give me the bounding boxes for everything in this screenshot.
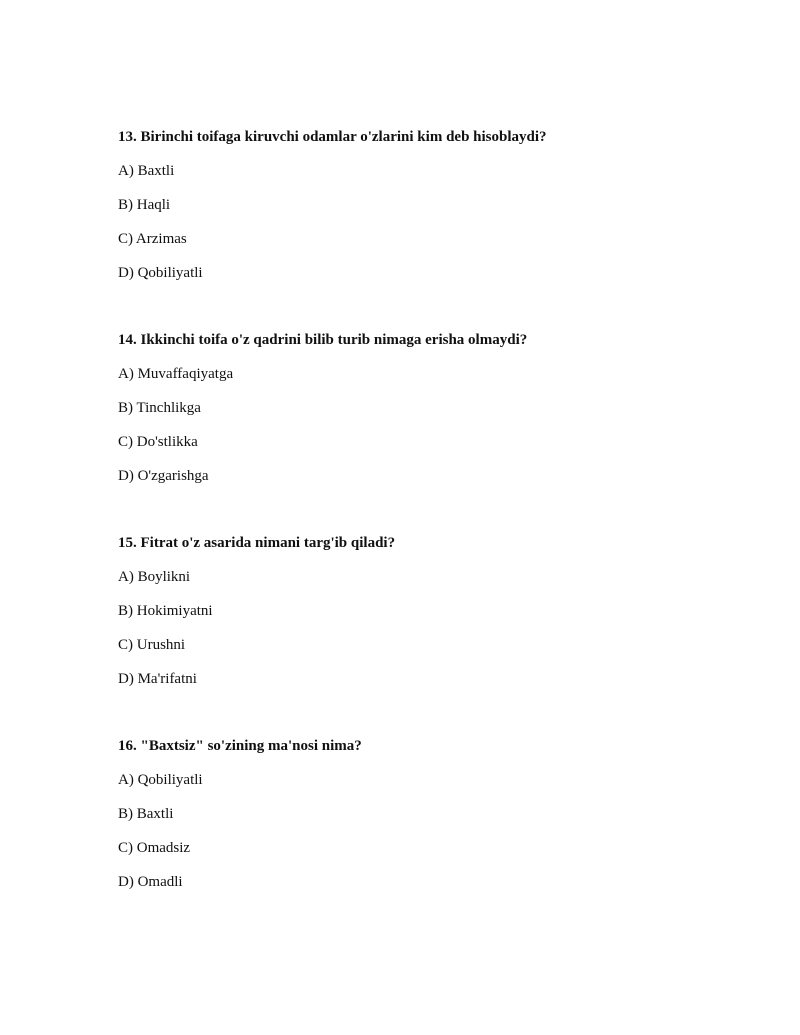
option-c: C) Omadsiz <box>118 840 191 856</box>
option-c: C) Arzimas <box>118 231 187 247</box>
question-title: 13. Birinchi toifaga kiruvchi odamlar o'zlarini kim deb hisoblaydi? <box>118 129 547 145</box>
question-16 <box>118 736 758 906</box>
option-a: A) Qobiliyatli <box>118 772 203 788</box>
option-b: B) Baxtli <box>118 806 174 822</box>
question-title: 16. "Baxtsiz" so'zining ma'nosi nima? <box>118 738 362 754</box>
question-15 <box>118 533 758 703</box>
option-a: A) Boylikni <box>118 569 191 585</box>
question-14 <box>118 330 758 500</box>
question-title: 15. Fitrat o'z asarida nimani targ'ib qiladi? <box>118 535 396 551</box>
option-c: C) Urushni <box>118 637 186 653</box>
question-title: 14. Ikkinchi toifa o'z qadrini bilib turib nimaga erisha olmaydi? <box>118 332 528 348</box>
option-d: D) O'zgarishga <box>118 468 209 484</box>
option-c: C) Do'stlikka <box>118 434 198 450</box>
option-d: D) Ma'rifatni <box>118 671 197 687</box>
option-a: A) Muvaffaqiyatga <box>118 366 234 382</box>
question-13 <box>118 127 758 297</box>
option-d: D) Qobiliyatli <box>118 265 203 281</box>
option-b: B) Hokimiyatni <box>118 603 213 619</box>
option-a: A) Baxtli <box>118 163 175 179</box>
option-b: B) Tinchlikga <box>118 400 201 416</box>
option-d: D) Omadli <box>118 874 183 890</box>
option-b: B) Haqli <box>118 197 171 213</box>
